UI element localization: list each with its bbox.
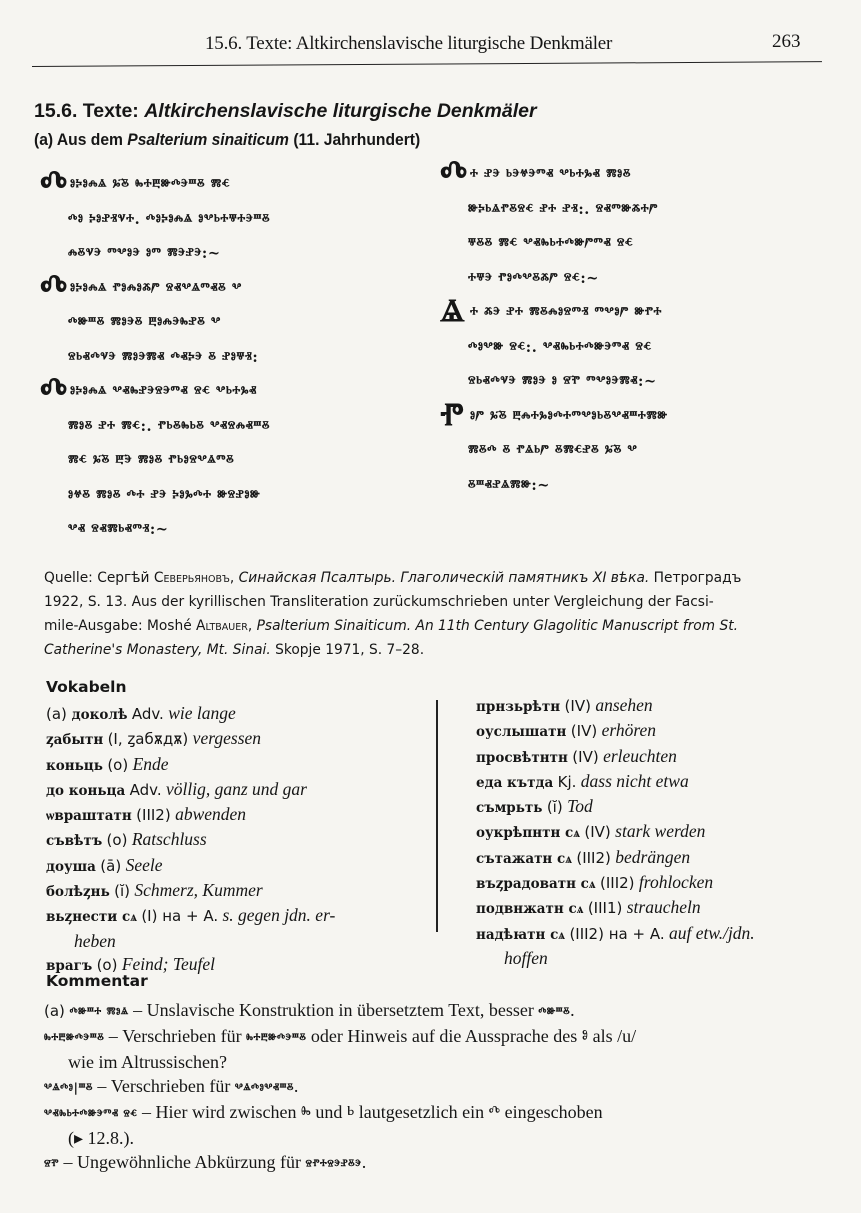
vocab-meaning: Ende (132, 753, 169, 774)
commentary-entry (44, 1150, 834, 1176)
vocab-headword: съвѣтъ (46, 833, 103, 850)
vocab-meaning: Seele (125, 854, 163, 875)
commentary-glagolitic-term: ⱄ҃ⱂ (44, 1156, 60, 1171)
vocab-grammar: (o) (107, 755, 129, 774)
commentary-glagolitic-term: ⰲⱑⰴⱁⰲⱏⱎⰻ (234, 1080, 294, 1095)
vocab-headword: съмрьть (476, 800, 543, 817)
vocab-grammar: (IV) (564, 697, 591, 715)
vocab-entry (476, 770, 755, 795)
vocab-entry (46, 854, 335, 879)
commentary-text: . (293, 1076, 299, 1096)
commentary-text: (▸ 12.8.). (68, 1128, 135, 1148)
glagolitic-line: ⰻⱎⱏⱀⱑⰿⱆ:~ (468, 476, 551, 494)
commentary-glagolitic-term: ⱄⱂⰰⱄⰵⱀⰻⰵ (305, 1156, 362, 1171)
commentary-text: . (361, 1152, 367, 1172)
vocab-grammar: (III2) (136, 806, 171, 825)
vocab-meaning: abwenden (175, 804, 247, 825)
running-header-title: 15.6. Texte: Altkirchenslavische liturgische Denkmäler (205, 33, 613, 54)
vocab-entry (476, 871, 755, 896)
commentary-text: – Ungewöhnliche Abkürzung für (59, 1152, 306, 1172)
vocab-grammar: (IV) (570, 722, 598, 741)
vocab-meaning: Feind; Teufel (121, 953, 216, 974)
vocab-grammar: (III1) (587, 899, 623, 918)
vocab-entry (476, 745, 755, 770)
glagolitic-line: ⰴⱆⱎⰻ ⰿⱁⰵⰻ ⰱⱁⰾⰵⰸⱀⰻ ⰲ (68, 314, 221, 331)
glagolitic-line: ⱄⱃⱏⰴⱌⰵ ⰿⱁⰵ ⱁ ⱄ҃ⱂ ⱅⰲⱁⰵⰿⱏ:~ (468, 373, 657, 390)
source-text: Quelle: Сергѣй (44, 570, 150, 586)
header-rule (32, 61, 822, 67)
vocab-headword: до коньца (46, 782, 126, 799)
glagolitic-line: ⱁⰽⱁⰾⱑ ⱂⱁⰾⱁⰶⱓ ⱄⱏⰲⱑⱅⱏⰻ ⰲ (70, 279, 242, 297)
vocab-headword: надѣꙗтн сѧ (476, 926, 566, 943)
commentary-text: – Verschrieben für (104, 1026, 247, 1046)
vocab-entry (476, 947, 755, 970)
vocab-grammar: (ĭ) (546, 798, 563, 817)
vocab-headword: прнзьрѣтн (476, 699, 561, 715)
vocab-grammar: (ā) (100, 856, 122, 875)
commentary-text: wie im Altrussischen? (68, 1052, 227, 1072)
glagolitic-initial: Ⰴ (40, 370, 68, 408)
source-text: mile-Ausgabe: Moshé (44, 618, 192, 634)
glagolitic-line: ⰰ ⱀⰵ ⱃⰵⱍⰵⱅⱏ ⰲⱃⰰⰳⱏ ⰿⱁⰻ (470, 166, 631, 183)
glagolitic-line: ⰿⰻⰴ ⰻ ⱂⱑⱃⱓ ⰻⰿⱔⱀⰻ ⰳ҃ⰻ ⰲ (468, 442, 638, 459)
section-title: Altkirchenslavische liturgische Denkmäler (144, 100, 537, 122)
subsection-heading (34, 130, 420, 150)
glagolitic-line: ⰾⰻⱌⰵ ⱅⰲⱁⰵ ⱁⱅ ⰿⰵⱀⰵ:~ (68, 245, 221, 262)
vocab-entry (46, 727, 335, 752)
commentary-entry (44, 1126, 834, 1150)
vocab-left-column (46, 702, 335, 978)
glagolitic-line: ⱁⰽⱁⰾⱑ ⰳ҃ⰻ ⰸⰰⰱⱆⰴⰵⱎⰻ ⰿⱔ (70, 176, 231, 193)
vocab-headword: коньць (46, 757, 103, 774)
glagolitic-line: ⰿⱔ ⰳ҃ⰻ ⰱ҃ⰵ ⰿⱁⰻ ⱂⱃⱁⱄⰲⱑⱅⰻ (68, 452, 235, 469)
glagolitic-initial: Ⰴ (40, 163, 68, 201)
vocab-grammar: (ĭ) (114, 882, 130, 901)
commentary-entry (44, 1024, 834, 1050)
vocab-meaning: stark werden (615, 821, 706, 842)
source-title: Синайская Псалтырь. Глаголическій памятникъ XI вѣка. (238, 570, 650, 586)
vocab-grammar: (IV) (584, 823, 611, 842)
vocab-meaning: Ratschluss (131, 829, 207, 850)
vocab-right-column (476, 694, 755, 970)
source-line: mile-Ausgabe: Moshé Altbauer, Psalterium Sinaiticum. An 11th Century Glagolitic Manuscript from St. (44, 618, 739, 634)
page-number: 263 (772, 31, 801, 52)
vocab-meaning: Tod (567, 796, 593, 817)
vocab-headword: доколѣ (71, 707, 128, 723)
source-line: Quelle: Сергѣй Северьяновъ, Синайская Псалтырь. Глаголическій памятникъ XI вѣка. Петроградъ (44, 570, 742, 586)
glagolitic-initial: Ⰴ (440, 153, 468, 191)
commentary-glagolitic-term: ⰸⰰⰱⱆⰴⰵⱎⰻ (246, 1030, 307, 1045)
commentary-glagolitic-term: ⰴⱆⱎⰰ ⰿⱁⱑ (69, 1004, 129, 1019)
glagolitic-line: ⱁⱍⰻ ⰿⱁⰻ ⰴⰰ ⱀⰵ ⰽⱁⰳⰴⰰ ⱆⱄⱀⱁⱆ (68, 486, 261, 504)
commentary-glagolitic-term: ⰲⱏⰸⱃⰰⰴⱆⰵⱅⱏ ⱄⱔ (44, 1106, 138, 1121)
source-title: Catherine's Monastery, Mt. Sinai. (44, 642, 271, 658)
commentary-text: oder Hinweis auf die Aussprache des ⱁ als /u/ (306, 1026, 637, 1046)
vocab-entry (46, 803, 335, 828)
source-author: Северьяновъ (153, 570, 230, 586)
vocab-entry (46, 879, 335, 904)
source-text: Петроградъ (653, 570, 742, 586)
commentary-body (44, 998, 834, 1176)
source-text: Skopje 1971, S. 7–28. (275, 642, 425, 658)
vocab-meaning: s. gegen jdn. er- (222, 905, 336, 926)
vocab-entry (476, 795, 755, 820)
vocab-meaning: erleuchten (603, 745, 677, 766)
glagolitic-initial: Ⱑ (440, 291, 465, 329)
vocab-headword: ȥабытн (46, 732, 104, 749)
glagolitic-initial: Ⰴ (40, 266, 68, 305)
commentary-glagolitic-term: ⰸⰰⰱⱆⰴⰵⱎⰻ (44, 1030, 105, 1045)
source-line: 1922, S. 13. Aus der kyrillischen Transliteration zurückumschrieben unter Vergleichung der Facsi- (44, 594, 714, 610)
vocab-entry (476, 820, 755, 845)
vocab-label: (a) (46, 705, 72, 723)
vocab-entry (46, 904, 335, 929)
vocab-headword: просвѣтнтн (476, 749, 568, 766)
vocab-heading: Vokabeln (46, 678, 127, 696)
source-line (44, 638, 795, 662)
vocab-headword: оукрѣпнтн сѧ (476, 825, 581, 842)
subsection-suffix: (11. Jahrhundert) (293, 130, 421, 149)
commentary-text: – Verschrieben für (92, 1076, 235, 1096)
glagolitic-line: ⱋⰻⰻ ⰿⱔ ⰲⱏⰸⱃⰰⰴⱆⱓⱅⱏ ⱄⱔ (468, 235, 634, 252)
vocab-meaning: auf etw./jdn. (668, 922, 755, 943)
vocab-entry (476, 922, 755, 947)
glagolitic-line: ⰲⱏ ⱄⱏⰿⱃⱏⱅⱐ:~ (68, 521, 169, 538)
vocab-grammar: Kj. (557, 772, 577, 791)
commentary-label: (a) (44, 1002, 70, 1020)
glagolitic-line: ⰿⱁⰻ ⱀⰰ ⰿⱔ:. ⱂⱃⰻⰸⱃⰻ ⰲⱏⱄⰾⱏⱎⰻ (68, 417, 271, 435)
vocab-meaning: erhören (601, 720, 657, 741)
vocab-grammar: Adv. (129, 780, 162, 799)
section-heading (34, 100, 537, 123)
vocab-grammar: (III2) на + A. (569, 924, 665, 943)
vocab-grammar: (o) (106, 831, 128, 850)
vocab-headword: доуша (46, 858, 96, 875)
vocab-meaning: wie lange (168, 703, 236, 723)
vocab-grammar: (I, ȥабѫдѫ) (107, 730, 189, 749)
vocab-meaning: frohlocken (638, 872, 714, 893)
vocab-entry (46, 930, 335, 953)
commentary-heading: Kommentar (46, 972, 148, 990)
vocab-headword: оуслышатн (476, 724, 567, 741)
vocab-grammar: (III2) (576, 848, 611, 867)
glagolitic-line: ⰰⱋⰵ ⱂⱁⰴⰲⰻⰶⱓ ⱄⱔ:~ (468, 269, 600, 287)
vocab-grammar: (o) (96, 955, 118, 974)
vocab-entry (46, 702, 335, 727)
vocab-headword: ѡвраштатн (46, 808, 132, 825)
vocab-headword: въȥрадоватн сѧ (476, 876, 596, 893)
vocab-grammar: (III2) (600, 874, 635, 893)
vocab-grammar: Adv. (131, 705, 164, 723)
vocab-meaning: heben (74, 930, 116, 951)
vocab-entry (476, 694, 755, 719)
vocab-entry (46, 753, 335, 778)
glagolitic-line: ⱁⱓ ⰳ҃ⰻ ⰱⰾⰰⰳⱁⰴⰰⱅⰲⱁⱃⰻⰲⱏⱎⰰⰿⱆ (470, 407, 668, 425)
vocab-headword: болѣȥнь (46, 884, 110, 901)
vocab-entry (476, 896, 755, 921)
subsection-title: Psalterium sinaiticum (127, 130, 289, 149)
vocab-grammar: (IV) (572, 747, 599, 766)
commentary-entry (44, 1074, 834, 1100)
commentary-entry (44, 1100, 834, 1126)
section-number: 15.6. (34, 100, 78, 122)
glagolitic-initial: Ⱂ (440, 394, 464, 433)
vocab-headword: вьȥнести сѧ (46, 909, 137, 926)
vocab-meaning: dass nicht etwa (580, 770, 689, 791)
vocab-meaning: Schmerz, Kummer (134, 880, 263, 901)
vocab-meaning: vergessen (192, 728, 262, 749)
vocab-entry (476, 719, 755, 744)
vocab-meaning: völlig, ganz und gar (165, 778, 307, 799)
glagolitic-line: ⰰ ⰶⰵ ⱀⰰ ⰿⰻⰾⱁⱄⱅⱐ ⱅⰲⱁⱓ ⱆⱂⰰ (470, 304, 663, 321)
commentary-glagolitic-term: ⰲⱑⰴⱁ|ⱎⰻ (44, 1080, 93, 1095)
source-citation (44, 566, 795, 662)
commentary-glagolitic-term: ⰴⱆⱎⰻ (538, 1004, 571, 1019)
vocab-entry (46, 828, 335, 853)
glagolitic-line: ⱆⰽⱃⱑⱂⰻⱄⱔ ⱀⰰ ⱀⱐ:. ⱄⱏⱅⱆⰶⰰⱓ (468, 200, 659, 218)
vocab-meaning: ansehen (595, 695, 653, 715)
source-author: Altbauer (196, 618, 248, 634)
subsection-prefix: (a) Aus dem (34, 130, 123, 149)
commentary-entry (44, 998, 834, 1024)
commentary-text: – Unslavische Konstruktion in übersetztem Text, besser (128, 1000, 539, 1020)
vocab-grammar: (I) на + A. (141, 907, 219, 926)
glagolitic-line: ⰴⱁ ⰽⱁⱀⱐⱌⰰ. ⰴⱁⰽⱁⰾⱑ ⱁⰲⱃⰰⱋⰰⰵⱎⰻ (68, 210, 271, 228)
vocab-entry (46, 778, 335, 803)
glagolitic-line: ⱄⱃⱏⰴⱌⰵ ⰿⱁⰵⰿⱏ ⰴⱏⰽⰵ ⰻ ⱀⱁⱋⱐ: (68, 348, 259, 366)
commentary-text: – Hier wird zwischen ⰸ und ⱃ lautgesetzlich ein ⰴ eingeschoben (137, 1102, 603, 1122)
vocab-headword: еда кътда (476, 774, 554, 791)
vocab-headword: врагъ (46, 957, 93, 974)
source-title: Psalterium Sinaiticum. An 11th Century Glagolitic Manuscript from St. (256, 618, 739, 634)
vocab-meaning: hoffen (504, 947, 548, 968)
vocab-headword: подвнжатн сѧ (476, 901, 584, 918)
vocab-headword: сътажатн сѧ (476, 850, 572, 867)
glagolitic-line: ⱁⰽⱁⰾⱑ ⰲⱏⰸⱀⰵⱄⰵⱅⱏ ⱄⱔ ⰲⱃⰰⰳⱏ (70, 383, 257, 400)
vocab-meaning: bedrängen (615, 846, 691, 867)
vocab-column-divider (436, 700, 438, 932)
vocab-meaning: straucheln (626, 897, 701, 918)
section-label: Texte: (82, 100, 139, 122)
vocab-entry (476, 846, 755, 871)
commentary-text: . (570, 1000, 575, 1020)
commentary-entry (44, 1050, 834, 1074)
glagolitic-line: ⰴⱁⰲⱆ ⱄⱔ:. ⰲⱏⰸⱃⰰⰴⱆⰵⱅⱏ ⱄⱔ (468, 338, 652, 356)
